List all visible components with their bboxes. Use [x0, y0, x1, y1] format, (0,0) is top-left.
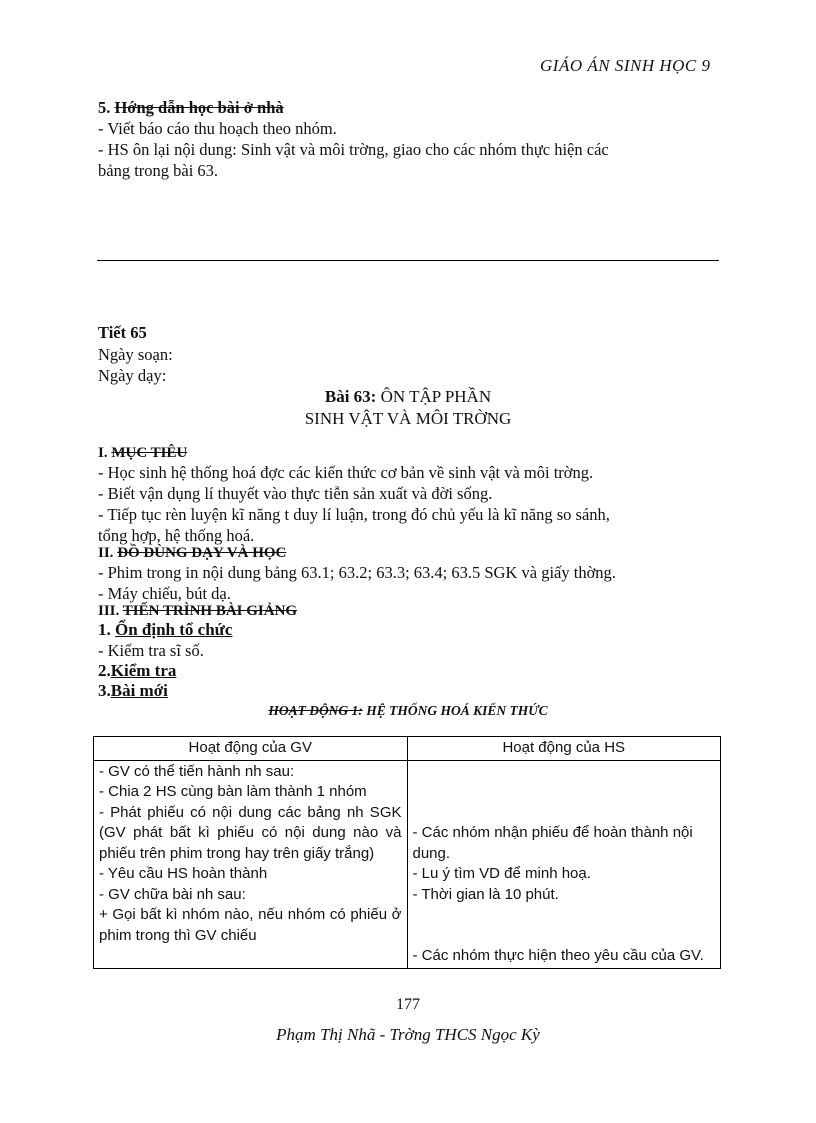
hs-spacer — [413, 762, 716, 783]
gv-item: - Yêu cầu HS hoàn thành — [99, 865, 268, 882]
procedure-title: TIẾN TRÌNH BÀI GIẢNG — [122, 603, 298, 619]
step1-line: - Kiểm tra sĩ số. — [98, 641, 204, 660]
lesson-title-line-2: SINH VẬT VÀ MÔI TRỜNG — [304, 409, 512, 428]
hs-item: - Các nhóm thực hiện theo yêu cầu của GV. — [412, 947, 704, 964]
materials-heading — [98, 543, 286, 564]
date-taught: Ngày dạy: — [98, 366, 167, 385]
hs-item: - Thời gian là 10 phút. — [412, 885, 559, 903]
objectives-heading — [98, 443, 187, 464]
objectives-number: I. — [98, 445, 108, 461]
table-header-row — [94, 737, 721, 761]
materials-line-1: - Phim trong in nội dung bảng 63.1; 63.2; 63.3; 63.4; 63.5 SGK và giấy thờng. — [98, 563, 616, 582]
step3-heading — [98, 680, 168, 701]
gv-item: - GV có thể tiến hành nh sau: — [99, 762, 295, 780]
gv-cell — [94, 760, 408, 968]
lesson-title-main: ÔN TẬP PHẦN — [376, 387, 492, 406]
lesson-title-line-1 — [0, 386, 816, 408]
objectives-line-1: - Học sinh hệ thống hoá đợc các kiến thức cơ bản về sinh vật và môi trờng. — [98, 463, 594, 482]
separator-line — [97, 260, 719, 261]
lesson-title-prefix: Bài 63: — [324, 387, 377, 406]
document-header: GIÁO ÁN SINH HỌC 9 — [540, 56, 711, 75]
hs-spacer — [413, 803, 716, 824]
section5-number: 5. — [98, 98, 111, 117]
objectives-line-4: tổng hợp, hệ thống hoá. — [98, 526, 255, 545]
step1-heading — [98, 619, 232, 640]
step2-title: Kiểm tra — [110, 661, 177, 680]
gv-item: - Chia 2 HS cùng bàn làm thành 1 nhóm — [99, 783, 367, 800]
table-row — [94, 760, 721, 968]
gv-item: - GV chữa bài nh sau: — [99, 885, 246, 903]
activity-title — [0, 703, 816, 719]
step2-number: 2. — [98, 661, 111, 680]
activity-table — [93, 736, 721, 969]
hs-item: - Lu ý tìm VD để minh hoạ. — [412, 865, 591, 882]
step3-number: 3. — [98, 681, 111, 700]
page-number: 177 — [396, 996, 420, 1013]
section5-heading — [98, 97, 284, 118]
section5-title: Hớng dẫn học bài ở nhà — [114, 98, 284, 117]
hs-spacer — [413, 782, 716, 803]
step2-heading — [98, 660, 176, 681]
gv-item: + Gọi bất kì nhóm nào, nếu nhóm có phiếu ở phim trong thì GV chiếu — [99, 906, 402, 944]
activity-name: HỆ THỐNG HOÁ KIẾN THỨC — [362, 703, 548, 718]
step1-title: Ổn định tổ chức — [115, 620, 233, 639]
activity-label: HOẠT ĐỘNG 1: — [268, 703, 363, 718]
objectives-line-2: - Biết vận dụng lí thuyết vào thực tiễn sản xuất và đời sống. — [98, 484, 493, 503]
hs-item: - Các nhóm nhận phiếu để hoàn thành nội dung. — [412, 824, 693, 862]
procedure-number: III. — [98, 603, 120, 619]
materials-number: II. — [98, 545, 114, 561]
gv-item: - Phát phiếu có nội dung các bảng nh SGK (GV phát bất kì phiếu có nội dung nào và phiếu trên phim trong hay trên giấy trắng) — [99, 803, 402, 862]
hs-spacer — [413, 905, 716, 946]
hs-cell — [407, 760, 721, 968]
section5-line-2: - HS ôn lại nội dung: Sinh vật và môi trờng, giao cho các nhóm thực hiện các — [98, 140, 609, 159]
objectives-line-3: - Tiếp tục rèn luyện kĩ năng t duy lí luận, trong đó chủ yếu là kĩ năng so sánh, — [98, 505, 610, 524]
document-footer: Phạm Thị Nhã - Trờng THCS Ngọc Kỳ — [276, 1025, 540, 1044]
section5-line-3: bảng trong bài 63. — [98, 161, 219, 180]
date-prepared: Ngày soạn: — [98, 345, 173, 364]
section5-line-1: - Viết báo cáo thu hoạch theo nhóm. — [98, 119, 337, 138]
materials-title: ĐỒ DÙNG DẠY VÀ HỌC — [117, 545, 287, 561]
table-header-hs: Hoạt động của HS — [407, 737, 721, 761]
step3-title: Bài mới — [110, 681, 168, 700]
step1-number: 1. — [98, 620, 111, 639]
materials-line-2: - Máy chiếu, bút dạ. — [98, 584, 231, 603]
table-header-gv: Hoạt động của GV — [94, 737, 408, 761]
lesson-number: Tiết 65 — [98, 323, 147, 342]
objectives-title: MỤC TIÊU — [111, 445, 188, 461]
